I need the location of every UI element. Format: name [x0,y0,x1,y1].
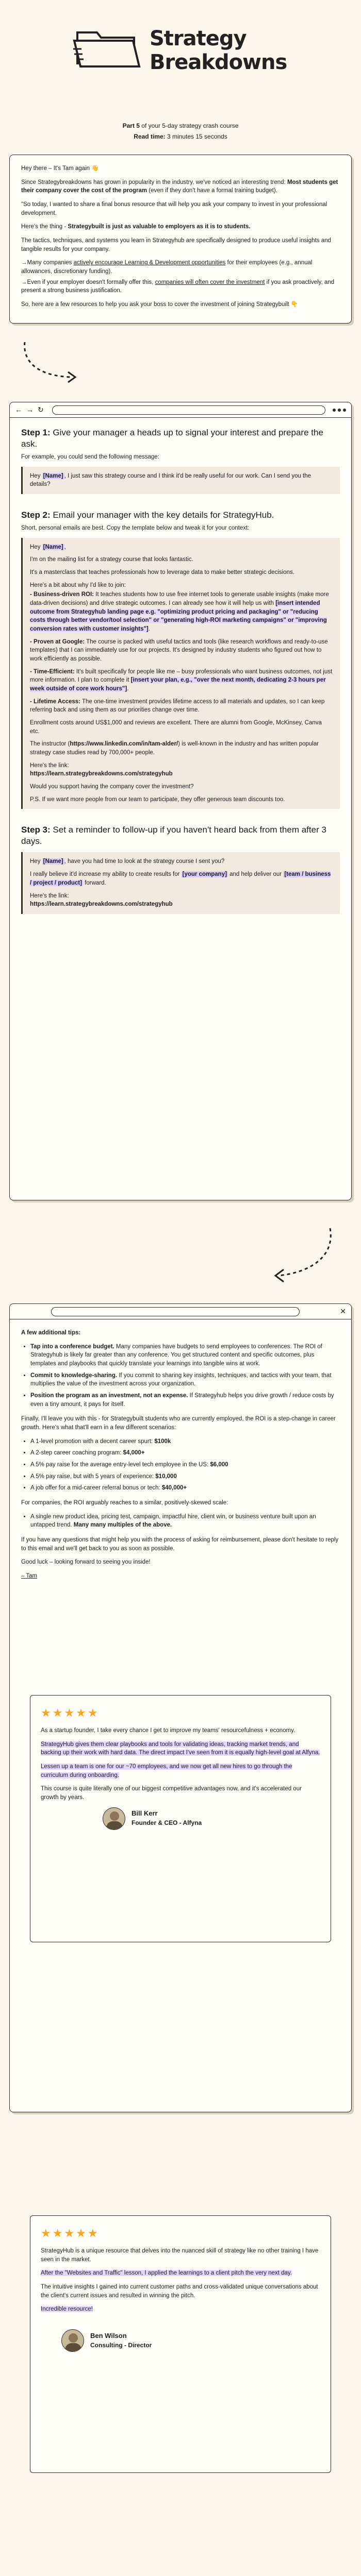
rating-stars-icon: ★★★★★ [41,2227,100,2240]
roi-paragraph: Finally, I'll leave you with this - for Strategybuilt students who are currently employed, the ROI is a step-change in career growth. Here's what that'll earn in a few different scenarios: [21,1416,336,1431]
back-arrow-icon[interactable]: ← [15,405,22,414]
intro-paragraph: "So today, I wanted to share a final bonus resource that will help you ask your company to invest in your professional development. [21,201,327,216]
author-title: Consulting - Director [90,2341,152,2349]
intro-meta [0,122,361,144]
step-2-heading: Step 2: Email your manager with the key details for StrategyHub. [21,510,274,520]
dotted-arrow-icon [21,340,83,386]
testimonial-card: ★★★★★ As a startup founder, I take every chance I get to improve my teams' resourcefulness + economy. StrategyHub gives them clear playbooks and tools for validating ideas, tracking market trends, and backing up their work with hard data. The direct impact I've seen from it is equally high-level goal at Alfyna. Lessen up a team is one for our ~70 employees, and we now get all new hires to go through the curriculum during onboarding. This course is quite literally one of our biggest competitive advantages now, and it's accelerated our growth by years. Bill Kerr Founder & CEO - Alfyna [30,1695,331,1942]
step-3-heading: Step 3: Set a reminder to follow-up if you haven't heard back from them after 3 days. [21,825,326,846]
testimonial-author [61,2329,320,2352]
course-link[interactable]: https://learn.strategybreakdowns.com/strategyhub [30,771,173,777]
tip-item: • Position the program as an investment, not an expense. If Strategyhub helps you drive growth / reduce costs by even a tiny amount, it pays for itself. [30,1392,340,1409]
company-roi-list [21,1513,340,1530]
step-1-heading: Step 1: Give your manager a heads up to signal your interest and prepare the ask. [21,428,323,449]
step-1-template: Hey [Name] , I just saw this strategy course and I think it'd be really useful for our work. Can I send you the details? [21,467,340,494]
scenario-item: • A 5% pay raise for the average entry-level tech employee in the US: $6,000 [30,1461,340,1469]
rating-stars-icon: ★★★★★ [41,1706,100,1719]
scenario-item: • A 1-level promotion with a decent career spurt: $100k [30,1437,340,1446]
steps-browser-card [9,402,352,1200]
instructor-link[interactable]: https://www.linkedin.com/in/tam-alder/ [70,741,178,748]
intro-paragraph: Here's the thing - Strategybuilt is just as valuable to employers as it is to students. [21,224,251,230]
brand-logo-text: Strategy Breakdowns [150,27,287,74]
questions-paragraph: If you have any questions that might help you with the process of asking for reimbursement, please don't hesitate to reply to this email and we'll get back to you as soon as possible. [21,1537,339,1552]
closing-line: Good luck – looking forward to seeing you inside! [21,1559,151,1566]
company-roi-paragraph: For companies, the ROI arguably reaches to a similar, positively-skewed scale: [21,1500,228,1506]
company-roi-item: • A single new product idea, pricing test, campaign, impactful hire, client win, or business venture built upon an untapped trend. Many many multiples of the above. [30,1513,340,1530]
avatar [61,2329,84,2352]
avatar [103,1807,125,1830]
tips-list [21,1343,340,1409]
note-window-bar [10,1304,351,1319]
address-bar[interactable] [52,405,325,415]
testimonial-card: ★★★★★ StrategyHub is a unique resource that delves into the nuanced skill of strategy like no other training I have seen in the market. After the "Websites and Traffic" lesson, I applied the learnings to a client pitch the very next day. The intuitive insights I gained into current customer paths and cross-validated unique conversations about the client's current issues and resulted in winning the pitch. Incredible resource! Ben Wilson Consulting - Director [30,2215,331,2473]
folder-logo-icon [72,23,144,70]
dotted-arrow-icon [268,1226,340,1288]
logo-header [0,0,361,82]
part-indicator: Part 5 of your 5-day strategy crash course [122,122,239,129]
close-icon[interactable]: ✕ [340,1307,346,1316]
step-2-subtitle: Short, personal emails are best. Copy the template below and tweak it for your context: [21,525,250,532]
scenario-item: • A 2-step career coaching program: $4,000+ [30,1449,340,1458]
browser-toolbar [10,402,351,418]
intro-paragraph: The tactics, techniques, and systems you learn in Strategyhub are specifically designed to produce useful insights and tangible results for your company. [21,238,331,252]
greeting: Hey there – It's Tam again 👋 [21,165,99,172]
step-2-template: Hey [Name] , I'm on the mailing list for a strategy course that looks fantastic. It's a masterclass that teaches professionals how to leverage data to make better strategic decisions. Here's a bit about why I'd like to join: - Business-driven ROI: It teaches students how to use free internet tools to generate usable insights (make more data-driven decisions) and drive strategic outcomes. I can already see how it will help us with [insert intended outcome from Strategyhub landing page e.g. "optimizing product pricing and packaging" or "reducing costs through better vendor/tool selection" or "generating high-ROI marketing campaigns" or "improving conversion rates with customer insights"]. - Proven at Google: The course is packed with useful tactics and tools (like research workflows and ready-to-use templates) that I can immediately use for our projects. It's designed by industry students who figured out how to work efficiently as possible. - Time-Efficient: It's built specifically for people like me – busy professionals who want business outcomes, not just more information. I plan to complete it [insert your plan, e.g., "over the next month, dedicating 2-3 hours per week outside of core work hours"]. - Lifetime Access: The one-time investment provides lifetime access to all materials and updates, so I can keep referring back and using them as our priorities change over time. Enrollment costs around US$1,000 and reviews are excellent. There are alumni from Google, McKinsey, Canva etc. The instructor (https://www.linkedin.com/in/tam-alder/) is well-known in the industry and has written popular strategy case studies read by 700,000+ people. Here's the link: https://learn.strategybreakdowns.com/strategyhub Would you support having the company cover the investment? P.S. If we want more people from our team to participate, they offer generous team discounts too. [21,538,340,809]
intro-bullet: →Many companies actively encourage Learning & Development opportunities for their employees (e.g., annual allowances, discretionary funding). [21,260,313,275]
read-time: Read time: 3 minutes 15 seconds [134,133,227,141]
step-1-subtitle: For example, you could send the following message: [21,454,159,460]
testimonial-author [103,1807,320,1830]
course-link[interactable]: https://learn.strategybreakdowns.com/strategyhub [30,901,173,908]
tip-item: • Tap into a conference budget. Many companies have budgets to send employees to conferences. The ROI of Strategyhub is likely far greater than any conference. You get structured content and specific outcomes, plus templates and playbooks that quickly translate your learnings into tangible wins at work. [30,1343,340,1368]
note-title-bar [51,1307,300,1316]
intro-paragraph: Since Strategybreakdowns has grown in popularity in the industry, we've noticed an interesting trend: Most students get their company cover the cost of the program (even if they don't have a formal training budget). [21,179,338,194]
signature: – Tam [21,1573,38,1580]
step-3-template: Hey [Name] , have you had time to look at the strategy course I sent you? I really believe it'd increase my ability to create results for [your company] and help deliver our [team / business / project / product] forward. Here's the link: https://learn.strategybreakdowns.com/strategyhub [21,852,340,913]
author-name: Bill Kerr [132,1809,158,1818]
intro-card [9,155,352,324]
refresh-icon[interactable]: ↻ [38,405,44,414]
scenario-item: • A 5% pay raise, but with 5 years of experience: $10,000 [30,1472,340,1481]
author-name: Ben Wilson [90,2331,127,2340]
scenario-item: • A job offer for a mid-career referral bonus or tech: $40,000+ [30,1484,340,1493]
scenario-list [21,1437,340,1493]
more-menu-icon[interactable] [333,409,346,412]
tips-heading: A few additional tips: [21,1330,81,1336]
intro-paragraph: So, here are a few resources to help you ask your boss to cover the investment of joining Strategybuilt 👇 [21,301,299,308]
tip-item: • Commit to knowledge-sharing. If you commit to sharing key insights, techniques, and tactics with your team, that multiplies the value of the investment across your organization. [30,1371,340,1388]
author-title: Founder & CEO - Alfyna [132,1819,202,1827]
forward-arrow-icon[interactable]: → [26,405,34,414]
intro-bullet: →Even if your employer doesn't formally offer this, companies will often cover the investment if you ask proactively, and present a strong business justification. [21,279,335,294]
